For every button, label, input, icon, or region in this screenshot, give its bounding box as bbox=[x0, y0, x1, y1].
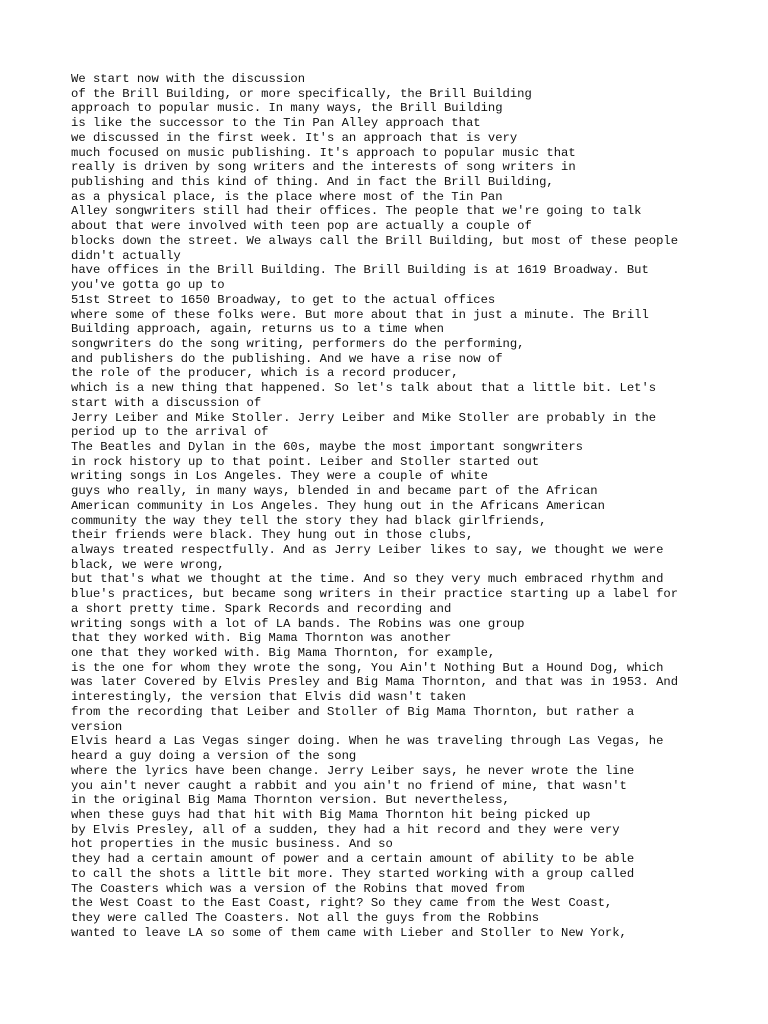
text-line: much focused on music publishing. It's approach to popular music that bbox=[71, 145, 576, 160]
text-line: didn't actually bbox=[71, 248, 181, 263]
text-line: writing songs with a lot of LA bands. The Robins was one group bbox=[71, 616, 525, 631]
text-line: they were called The Coasters. Not all the guys from the Robbins bbox=[71, 910, 540, 925]
text-line: we discussed in the first week. It's an approach that is very bbox=[71, 130, 518, 145]
text-line: the West Coast to the East Coast, right? So they came from the West Coast, bbox=[71, 896, 613, 911]
text-line: guys who really, in many ways, blended in and became part of the African bbox=[71, 484, 598, 499]
text-line: writing songs in Los Angeles. They were a couple of white bbox=[71, 469, 488, 484]
text-line: Elvis heard a Las Vegas singer doing. When he was traveling through Las Vegas, he bbox=[71, 734, 664, 749]
text-line: from the recording that Leiber and Stoller of Big Mama Thornton, but rather a bbox=[71, 704, 635, 719]
text-line: about that were involved with teen pop are actually a couple of bbox=[71, 219, 532, 234]
text-line: blue's practices, but became song writers in their practice starting up a label for bbox=[71, 587, 679, 602]
text-line: always treated respectfully. And as Jerry Leiber likes to say, we thought we were bbox=[71, 543, 664, 557]
text-line: of the Brill Building, or more specifically, the Brill Building bbox=[71, 86, 532, 101]
text-line: black, we were wrong, bbox=[71, 557, 225, 572]
text-line: is like the successor to the Tin Pan Alley approach that bbox=[71, 116, 481, 131]
text-line: version bbox=[71, 719, 123, 734]
text-line: one that they worked with. Big Mama Thornton, for example, bbox=[71, 646, 496, 661]
text-line: approach to popular music. In many ways, the Brill Building bbox=[71, 101, 503, 116]
text-line: American community in Los Angeles. They hung out in the Africans American bbox=[71, 498, 605, 513]
text-line: is the one for whom they wrote the song, You Ain't Nothing But a Hound Dog, which bbox=[71, 660, 664, 675]
text-line: a short pretty time. Spark Records and recording and bbox=[71, 601, 452, 616]
text-line: where the lyrics have been change. Jerry Leiber says, he never wrote the line bbox=[71, 763, 635, 778]
text-line: you've gotta go up to bbox=[71, 278, 225, 293]
text-line: was later Covered by Elvis Presley and Big Mama Thornton, and that was in 1953. And bbox=[71, 675, 679, 690]
text-line: blocks down the street. We always call the Brill Building, but most of these people bbox=[71, 233, 679, 248]
text-line: interestingly, the version that Elvis did wasn't taken bbox=[71, 690, 466, 705]
text-line: really is driven by song writers and the interests of song writers in bbox=[71, 160, 576, 175]
text-line: heard a guy doing a version of the song bbox=[71, 749, 357, 764]
text-line: start with a discussion of bbox=[71, 395, 262, 410]
text-line: they had a certain amount of power and a certain amount of ability to be able bbox=[71, 852, 635, 867]
document-page bbox=[71, 72, 701, 940]
text-line: where some of these folks were. But more about that in just a minute. The Brill bbox=[71, 307, 649, 322]
text-line: have offices in the Brill Building. The Brill Building is at 1619 Broadway. But bbox=[71, 263, 649, 278]
text-line: Building approach, again, returns us to a time when bbox=[71, 322, 444, 337]
text-line: We start now with the discussion bbox=[71, 72, 306, 86]
text-line: Alley songwriters still had their offices. The people that we're going to talk bbox=[71, 204, 642, 219]
text-line: in the original Big Mama Thornton version. But nevertheless, bbox=[71, 793, 510, 808]
text-line: songwriters do the song writing, performers do the performing, bbox=[71, 336, 525, 351]
text-line: The Coasters which was a version of the Robins that moved from bbox=[71, 881, 525, 896]
text-line: The Beatles and Dylan in the 60s, maybe the most important songwriters bbox=[71, 439, 583, 454]
text-line: the role of the producer, which is a record producer, bbox=[71, 366, 459, 381]
text-line: hot properties in the music business. And so bbox=[71, 837, 393, 852]
text-line: as a physical place, is the place where most of the Tin Pan bbox=[71, 189, 503, 204]
text-line: community the way they tell the story they had black girlfriends, bbox=[71, 513, 547, 528]
text-line: in rock history up to that point. Leiber and Stoller started out bbox=[71, 454, 540, 469]
text-line: Jerry Leiber and Mike Stoller. Jerry Leiber and Mike Stoller are probably in the bbox=[71, 410, 657, 425]
text-line: that they worked with. Big Mama Thornton was another bbox=[71, 631, 452, 646]
text-line: by Elvis Presley, all of a sudden, they had a hit record and they were very bbox=[71, 822, 620, 837]
text-line: publishing and this kind of thing. And in fact the Brill Building, bbox=[71, 175, 554, 190]
text-line: which is a new thing that happened. So let's talk about that a little bit. Let's bbox=[71, 381, 657, 396]
text-line: when these guys had that hit with Big Mama Thornton hit being picked up bbox=[71, 807, 591, 822]
text-line: and publishers do the publishing. And we have a rise now of bbox=[71, 351, 503, 366]
text-line: you ain't never caught a rabbit and you ain't no friend of mine, that wasn't bbox=[71, 778, 627, 793]
text-line: wanted to leave LA so some of them came with Lieber and Stoller to New York, bbox=[71, 925, 627, 940]
text-line: but that's what we thought at the time. And so they very much embraced rhythm and bbox=[71, 572, 664, 587]
text-line: their friends were black. They hung out in those clubs, bbox=[71, 528, 474, 543]
text-line: period up to the arrival of bbox=[71, 425, 269, 440]
text-line: to call the shots a little bit more. They started working with a group called bbox=[71, 866, 635, 881]
text-line: 51st Street to 1650 Broadway, to get to the actual offices bbox=[71, 292, 496, 307]
